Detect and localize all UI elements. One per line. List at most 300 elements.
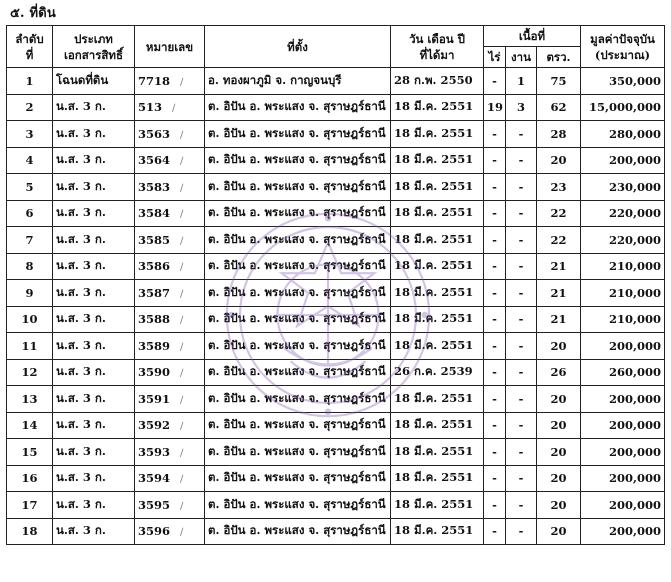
cell-value-text: 220,000 [608,206,661,221]
cell-location-text: ต. อิปัน อ. พระแสง จ. สุราษฎร์ธานี [208,337,386,352]
cell-area-rai-text: - [492,312,497,327]
cell-area-wa-text: 26 [550,365,567,380]
cell-area-rai [484,147,506,174]
cell-number [135,386,205,413]
cell-area-ngan-text: - [518,444,524,459]
cell-location [205,359,391,386]
cell-number-text: 3588 [138,312,171,327]
checkmark-icon: ∕ [180,76,184,88]
checkmark-icon: ∕ [172,103,176,115]
cell-area-rai [484,121,506,148]
cell-date-text: 18 มี.ค. 2551 [394,311,474,326]
cell-doc-type-text: น.ส. 3 ก. [56,231,106,246]
cell-date [391,280,484,307]
checkmark-icon: ∕ [180,156,184,168]
cell-number-text: 3564 [138,153,171,168]
cell-number-text: 3593 [138,444,171,459]
cell-location-text: ต. อิปัน อ. พระแสง จ. สุราษฎร์ธานี [208,311,386,326]
cell-doc-type [53,147,135,174]
table-row [7,227,665,254]
cell-location [205,333,391,360]
cell-date-text: 18 มี.ค. 2551 [394,417,474,432]
header-area: เนื้อที่ [484,26,581,47]
cell-number [135,94,205,121]
cell-no [7,306,53,333]
cell-area-rai [484,253,506,280]
cell-number [135,359,205,386]
cell-area-wa [537,492,581,519]
table-row [7,174,665,201]
table-row [7,121,665,148]
cell-value [581,412,665,439]
cell-number [135,518,205,545]
cell-no [7,174,53,201]
cell-location [205,386,391,413]
cell-value [581,306,665,333]
cell-date-text: 18 มี.ค. 2551 [394,152,474,167]
cell-location-text: ต. อิปัน อ. พระแสง จ. สุราษฎร์ธานี [208,178,386,193]
cell-area-rai-text: - [492,206,497,221]
cell-area-ngan-text: - [518,312,524,327]
checkmark-icon: ∕ [180,474,184,486]
cell-no-text: 10 [21,312,38,327]
cell-location [205,518,391,545]
table-row [7,68,665,95]
cell-doc-type [53,94,135,121]
cell-value-text: 15,000,000 [588,100,661,115]
cell-area-ngan [506,174,537,201]
cell-area-wa [537,439,581,466]
cell-doc-type-text: น.ส. 3 ก. [56,125,106,140]
cell-number [135,465,205,492]
cell-number-text: 3590 [138,365,171,380]
cell-area-ngan-text: - [518,206,524,221]
cell-area-rai [484,518,506,545]
cell-no-text: 16 [21,471,38,486]
cell-value [581,386,665,413]
table-row [7,306,665,333]
cell-number-text: 3586 [138,259,171,274]
cell-location [205,200,391,227]
cell-location-text: ต. อิปัน อ. พระแสง จ. สุราษฎร์ธานี [208,284,386,299]
cell-area-rai [484,94,506,121]
cell-location-text: ต. อิปัน อ. พระแสง จ. สุราษฎร์ธานี [208,258,386,273]
cell-no [7,492,53,519]
cell-area-wa [537,280,581,307]
cell-area-ngan-text: - [518,153,524,168]
header-doc-type: ประเภท เอกสารสิทธิ์ [53,26,135,68]
cell-value-text: 280,000 [608,126,661,141]
cell-number-text: 3596 [138,524,171,539]
cell-doc-type [53,280,135,307]
cell-no [7,121,53,148]
cell-value [581,227,665,254]
cell-area-ngan [506,121,537,148]
cell-no [7,68,53,95]
checkmark-icon: ∕ [180,315,184,327]
cell-value-text: 260,000 [608,365,661,380]
cell-doc-type-text: น.ส. 3 ก. [56,417,106,432]
cell-date [391,227,484,254]
cell-doc-type [53,439,135,466]
cell-value-text: 200,000 [608,471,661,486]
cell-area-ngan-text: 3 [516,100,525,115]
cell-no [7,333,53,360]
checkmark-icon: ∕ [180,447,184,459]
cell-area-ngan [506,147,537,174]
cell-area-wa [537,121,581,148]
cell-number-text: 3595 [138,497,171,512]
cell-doc-type-text: น.ส. 3 ก. [56,390,106,405]
cell-doc-type-text: น.ส. 3 ก. [56,443,106,458]
cell-number-text: 3583 [138,179,171,194]
cell-value [581,333,665,360]
cell-number [135,492,205,519]
cell-area-ngan-text: - [518,285,524,300]
cell-date-text: 18 มี.ค. 2551 [394,390,474,405]
checkmark-icon: ∕ [180,235,184,247]
cell-value-text: 210,000 [608,312,661,327]
cell-area-wa [537,359,581,386]
cell-date [391,200,484,227]
cell-doc-type-text: น.ส. 3 ก. [56,364,106,379]
cell-location [205,253,391,280]
cell-area-ngan [506,253,537,280]
cell-number [135,306,205,333]
cell-date [391,386,484,413]
cell-number [135,253,205,280]
cell-location [205,94,391,121]
cell-date-text: 18 มี.ค. 2551 [394,523,474,538]
cell-value [581,174,665,201]
table-row [7,94,665,121]
cell-date-text: 18 มี.ค. 2551 [394,178,474,193]
cell-doc-type [53,227,135,254]
cell-number [135,121,205,148]
cell-date-text: 28 ก.พ. 2550 [394,72,473,87]
cell-area-rai-text: - [492,285,497,300]
cell-number [135,280,205,307]
cell-area-rai-text: - [492,444,497,459]
table-row [7,386,665,413]
cell-date [391,253,484,280]
table-header [7,26,665,68]
cell-location-text: ต. อิปัน อ. พระแสง จ. สุราษฎร์ธานี [208,99,386,114]
cell-value [581,492,665,519]
cell-location-text: ต. อิปัน อ. พระแสง จ. สุราษฎร์ธานี [208,152,386,167]
cell-area-wa [537,518,581,545]
cell-number [135,333,205,360]
cell-date-text: 18 มี.ค. 2551 [394,496,474,511]
cell-area-wa-text: 62 [550,100,567,115]
cell-location [205,412,391,439]
cell-value [581,439,665,466]
cell-doc-type-text: น.ส. 3 ก. [56,152,106,167]
cell-area-wa-text: 21 [550,312,567,327]
cell-no [7,227,53,254]
cell-area-ngan [506,68,537,95]
cell-value-text: 230,000 [608,179,661,194]
cell-number-text: 3563 [138,126,171,141]
cell-value-text: 220,000 [608,232,661,247]
cell-area-rai-text: - [492,126,497,141]
checkmark-icon: ∕ [180,368,184,380]
cell-doc-type-text: น.ส. 3 ก. [56,523,106,538]
header-no: ลำดับ ที่ [7,26,53,68]
cell-area-wa [537,253,581,280]
cell-area-wa [537,147,581,174]
cell-no-text: 18 [21,524,38,539]
cell-value [581,359,665,386]
checkmark-icon: ∕ [180,500,184,512]
cell-location [205,174,391,201]
cell-value-text: 200,000 [608,391,661,406]
cell-area-rai-text: - [492,179,497,194]
cell-area-ngan [506,465,537,492]
cell-no [7,147,53,174]
cell-number [135,227,205,254]
cell-area-ngan-text: - [518,232,524,247]
cell-date [391,333,484,360]
cell-area-wa [537,412,581,439]
cell-area-wa-text: 28 [550,126,567,141]
cell-no-text: 2 [25,100,34,115]
cell-doc-type [53,68,135,95]
table-row [7,147,665,174]
cell-doc-type-text: น.ส. 3 ก. [56,496,106,511]
cell-date [391,492,484,519]
section-title: ๕. ที่ดิน [10,6,56,21]
table-row [7,253,665,280]
cell-area-wa-text: 20 [550,391,567,406]
cell-location [205,492,391,519]
cell-location-text: ต. อิปัน อ. พระแสง จ. สุราษฎร์ธานี [208,390,386,405]
cell-area-rai [484,386,506,413]
checkmark-icon: ∕ [180,421,184,433]
cell-location-text: ต. อิปัน อ. พระแสง จ. สุราษฎร์ธานี [208,205,386,220]
cell-value-text: 200,000 [608,338,661,353]
cell-area-ngan-text: - [518,497,524,512]
cell-area-ngan [506,492,537,519]
cell-value-text: 200,000 [608,418,661,433]
table-row [7,280,665,307]
cell-location-text: ต. อิปัน อ. พระแสง จ. สุราษฎร์ธานี [208,364,386,379]
cell-date-text: 18 มี.ค. 2551 [394,99,474,114]
cell-area-rai-text: - [492,418,497,433]
cell-area-rai [484,306,506,333]
cell-number-text: 7718 [138,73,171,88]
cell-area-ngan-text: - [518,524,524,539]
header-value: มูลค่าปัจจุบัน (ประมาณ) [581,26,665,68]
cell-no [7,465,53,492]
checkmark-icon: ∕ [180,527,184,539]
cell-doc-type-text: น.ส. 3 ก. [56,337,106,352]
cell-number [135,200,205,227]
cell-area-ngan [506,280,537,307]
cell-number [135,174,205,201]
cell-doc-type [53,386,135,413]
cell-location-text: ต. อิปัน อ. พระแสง จ. สุราษฎร์ธานี [208,125,386,140]
cell-area-rai-text: - [492,338,497,353]
cell-value [581,280,665,307]
checkmark-icon: ∕ [180,288,184,300]
cell-no-text: 12 [21,365,38,380]
cell-value [581,121,665,148]
cell-area-rai [484,492,506,519]
checkmark-icon: ∕ [180,182,184,194]
cell-value-text: 200,000 [608,444,661,459]
cell-location [205,121,391,148]
table-row [7,359,665,386]
table-row [7,333,665,360]
cell-doc-type-text: น.ส. 3 ก. [56,178,106,193]
table-row [7,200,665,227]
cell-doc-type [53,412,135,439]
cell-doc-type [53,121,135,148]
cell-location [205,227,391,254]
cell-no-text: 1 [25,73,34,88]
cell-number-text: 3594 [138,471,171,486]
checkmark-icon: ∕ [180,129,184,141]
cell-doc-type [53,174,135,201]
checkmark-icon: ∕ [180,209,184,221]
cell-no [7,359,53,386]
cell-location [205,465,391,492]
cell-date [391,306,484,333]
cell-no-text: 13 [21,391,38,406]
cell-doc-type-text: น.ส. 3 ก. [56,311,106,326]
cell-date-text: 18 มี.ค. 2551 [394,284,474,299]
cell-date-text: 18 มี.ค. 2551 [394,231,474,246]
cell-no-text: 4 [25,153,34,168]
cell-area-wa-text: 20 [550,153,567,168]
cell-area-ngan [506,227,537,254]
cell-date-text: 18 มี.ค. 2551 [394,443,474,458]
cell-area-rai [484,174,506,201]
cell-doc-type-text: น.ส. 3 ก. [56,470,106,485]
cell-area-rai-text: - [492,232,497,247]
cell-value-text: 210,000 [608,285,661,300]
cell-area-wa-text: 22 [550,232,567,247]
cell-area-wa [537,94,581,121]
table-row [7,492,665,519]
cell-area-ngan-text: - [518,338,524,353]
cell-location [205,147,391,174]
cell-area-rai [484,412,506,439]
cell-location [205,68,391,95]
header-date: วัน เดือน ปี ที่ได้มา [391,26,484,68]
cell-doc-type [53,518,135,545]
cell-area-rai [484,227,506,254]
cell-doc-type [53,200,135,227]
cell-area-ngan [506,412,537,439]
cell-area-wa [537,200,581,227]
cell-number [135,68,205,95]
cell-area-wa-text: 20 [550,338,567,353]
cell-doc-type [53,465,135,492]
cell-number-text: 3589 [138,338,171,353]
cell-value [581,147,665,174]
cell-area-ngan [506,94,537,121]
cell-date [391,359,484,386]
cell-value [581,253,665,280]
cell-area-wa-text: 22 [550,206,567,221]
table-row [7,412,665,439]
cell-area-wa-text: 23 [550,179,567,194]
cell-date [391,518,484,545]
cell-area-ngan [506,359,537,386]
cell-no-text: 15 [21,444,38,459]
cell-area-rai-text: - [492,73,497,88]
cell-area-wa-text: 21 [550,285,567,300]
cell-doc-type [53,333,135,360]
cell-area-ngan [506,200,537,227]
cell-number-text: 3591 [138,391,171,406]
cell-area-rai-text: - [492,391,497,406]
cell-location [205,280,391,307]
cell-area-ngan-text: - [518,418,524,433]
cell-no [7,280,53,307]
cell-area-rai-text: - [492,497,497,512]
checkmark-icon: ∕ [180,341,184,353]
cell-location [205,306,391,333]
cell-area-wa [537,306,581,333]
cell-location-text: ต. อิปัน อ. พระแสง จ. สุราษฎร์ธานี [208,231,386,246]
cell-date-text: 18 มี.ค. 2551 [394,337,474,352]
cell-value-text: 200,000 [608,497,661,512]
checkmark-icon: ∕ [180,394,184,406]
cell-area-wa [537,68,581,95]
cell-no-text: 17 [21,497,38,512]
cell-area-ngan [506,333,537,360]
header-number: หมายเลข [135,26,205,68]
cell-value [581,465,665,492]
header-area-wa: ตรว. [537,47,581,68]
cell-date [391,439,484,466]
cell-doc-type-text: น.ส. 3 ก. [56,99,106,114]
cell-area-rai-text: - [492,259,497,274]
cell-value-text: 350,000 [608,73,661,88]
cell-area-ngan-text: - [518,259,524,274]
cell-area-wa [537,386,581,413]
cell-location-text: ต. อิปัน อ. พระแสง จ. สุราษฎร์ธานี [208,443,386,458]
cell-area-ngan [506,439,537,466]
cell-area-rai [484,68,506,95]
cell-location [205,439,391,466]
cell-area-rai [484,333,506,360]
cell-date [391,121,484,148]
cell-date-text: 18 มี.ค. 2551 [394,470,474,485]
cell-doc-type-text: น.ส. 3 ก. [56,284,106,299]
cell-number-text: 3592 [138,418,171,433]
cell-location-text: ต. อิปัน อ. พระแสง จ. สุราษฎร์ธานี [208,523,386,538]
cell-doc-type [53,306,135,333]
cell-date [391,94,484,121]
cell-no-text: 3 [25,126,34,141]
cell-area-ngan-text: - [518,126,524,141]
cell-area-wa [537,227,581,254]
cell-area-wa-text: 20 [550,444,567,459]
cell-date [391,412,484,439]
cell-area-ngan [506,386,537,413]
cell-date [391,465,484,492]
cell-no [7,386,53,413]
cell-no-text: 14 [21,418,38,433]
cell-no-text: 11 [21,338,38,353]
cell-location-text: ต. อิปัน อ. พระแสง จ. สุราษฎร์ธานี [208,496,386,511]
cell-area-wa-text: 20 [550,524,567,539]
cell-date [391,147,484,174]
